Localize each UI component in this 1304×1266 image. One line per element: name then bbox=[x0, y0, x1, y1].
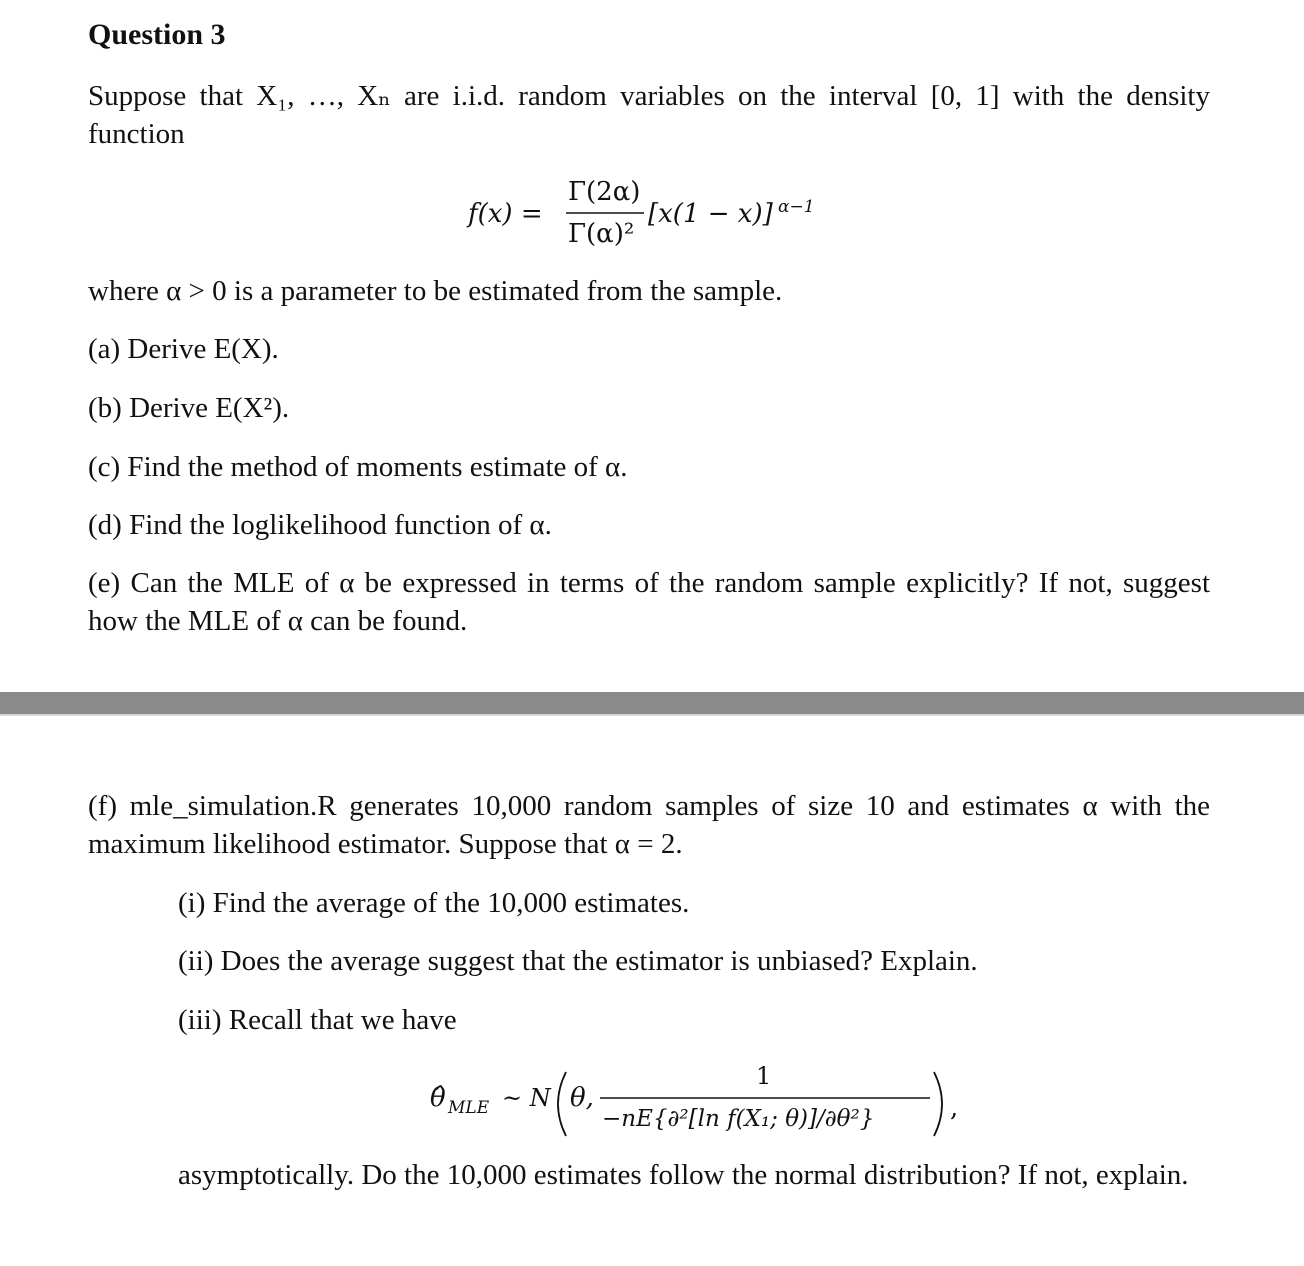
part-c: (c) Find the method of moments estimate of α. bbox=[88, 451, 628, 483]
asymptotic-formula-lhs: θ̂ bbox=[430, 1083, 446, 1113]
density-formula-exponent: α−1 bbox=[778, 197, 815, 217]
asymptotic-formula-mean: θ, bbox=[570, 1083, 594, 1113]
question-intro: Suppose that X₁, …, Xₙ are i.i.d. random variables on the interval [0, 1] with the density function bbox=[88, 80, 1210, 150]
density-formula-bracket: [x(1 − x)] bbox=[648, 199, 773, 229]
part-e: (e) Can the MLE of α be expressed in terms of the random sample explicitly? If not, suggest how the MLE of α can be found. bbox=[88, 567, 1210, 637]
density-formula-lhs: f(x) = bbox=[468, 199, 543, 229]
section-divider bbox=[0, 692, 1304, 716]
density-formula bbox=[460, 170, 860, 256]
asymptotic-formula-dist: ~ N bbox=[502, 1084, 551, 1112]
part-f-intro: (f) mle_simulation.R generates 10,000 random samples of size 10 and estimates α with the maximum likelihood estimator. Suppose that α = 2. bbox=[88, 790, 1210, 860]
asymptotic-formula-denominator: −nE{∂²[ln f(X₁; θ)]/∂θ²} bbox=[602, 1106, 875, 1132]
part-f-iii: (iii) Recall that we have bbox=[178, 1004, 457, 1036]
part-d: (d) Find the loglikelihood function of α. bbox=[88, 509, 552, 541]
part-f-i: (i) Find the average of the 10,000 estimates. bbox=[178, 887, 690, 919]
density-formula-numerator: Γ(2α) bbox=[568, 177, 641, 207]
asymptotic-formula-numerator: 1 bbox=[756, 1062, 772, 1090]
asymptotic-formula-lhs-sub: MLE bbox=[448, 1098, 490, 1118]
asymptotic-formula-trailing-comma: , bbox=[950, 1093, 959, 1123]
parameter-note: where α > 0 is a parameter to be estimated from the sample. bbox=[88, 275, 783, 307]
part-b: (b) Derive E(X²). bbox=[88, 392, 290, 424]
question-title: Question 3 bbox=[88, 18, 226, 51]
density-formula-denominator: Γ(α)² bbox=[568, 219, 635, 249]
part-f-closing: asymptotically. Do the 10,000 estimates follow the normal distribution? If not, explain. bbox=[178, 1159, 1189, 1191]
asymptotic-formula bbox=[420, 1054, 980, 1144]
asymptotic-formula-right-paren bbox=[934, 1072, 942, 1136]
part-f-ii: (ii) Does the average suggest that the estimator is unbiased? Explain. bbox=[178, 945, 978, 977]
part-a: (a) Derive E(X). bbox=[88, 333, 279, 365]
asymptotic-formula-left-paren bbox=[558, 1072, 566, 1136]
